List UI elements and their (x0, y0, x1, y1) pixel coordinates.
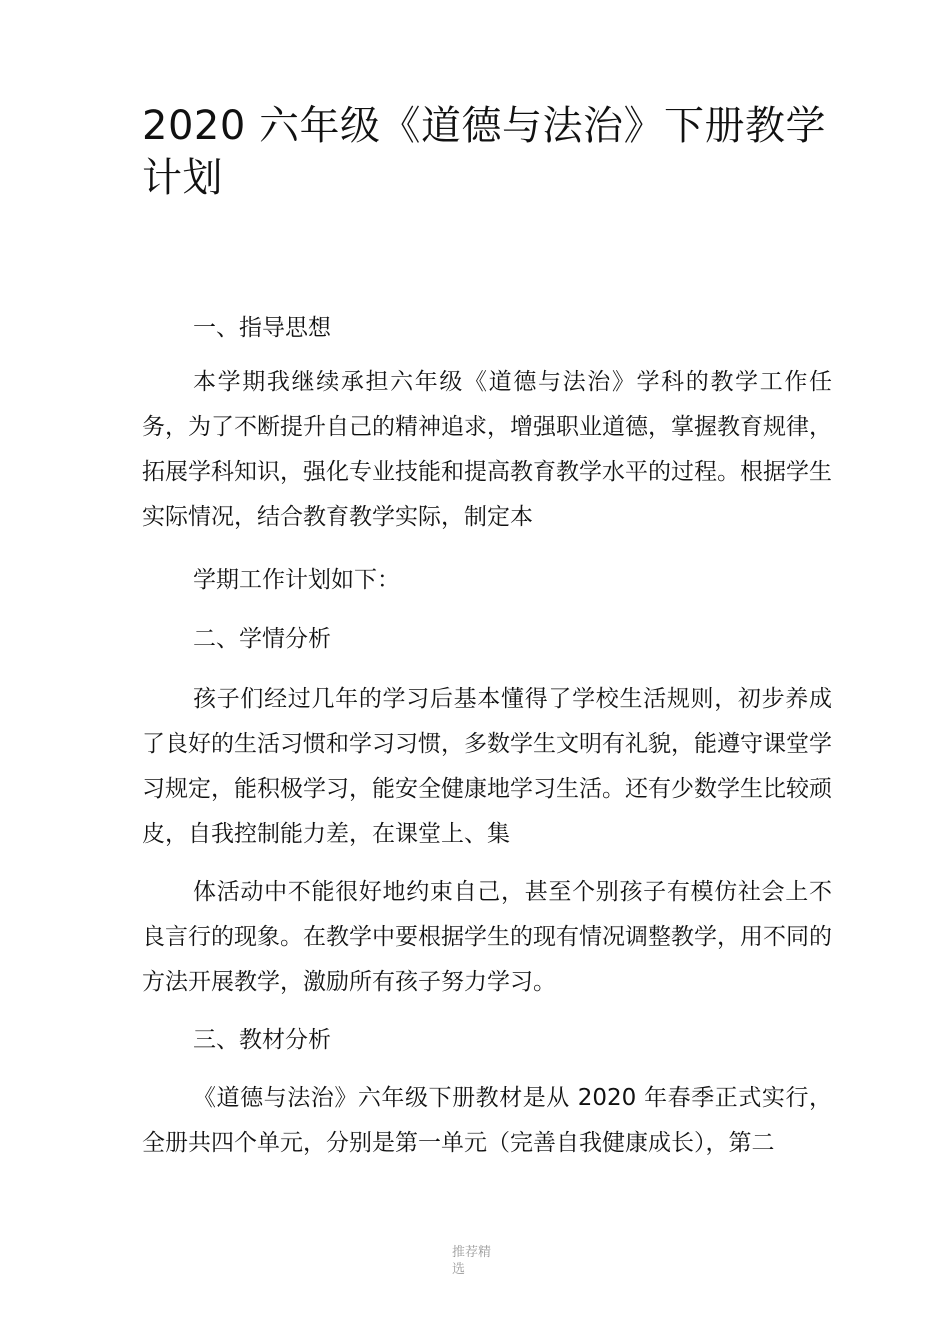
section-heading-student-analysis: 二、学情分析 (193, 626, 331, 652)
paragraph-textbook-analysis: 《道德与法治》六年级下册教材是从 2020 年春季正式实行，全册共四个单元，分别是第一单元（完善自我健康成长），第二 (142, 1085, 832, 1156)
document-title: 2020 六年级《道德与法治》下册教学计划 (142, 103, 827, 201)
section-heading-textbook-analysis: 三、教材分析 (193, 1027, 331, 1053)
paragraph-plan-intro: 学期工作计划如下： (193, 567, 400, 593)
paragraph-student-analysis-2: 体活动中不能很好地约束自己，甚至个别孩子有模仿社会上不良言行的现象。在教学中要根据学生的现有情况调整教学，用不同的方法开展教学，激励所有孩子努力学习。 (142, 879, 832, 995)
page-footer: 推荐精选 (452, 1245, 492, 1277)
section-heading-guiding-ideology: 一、指导思想 (193, 315, 331, 341)
paragraph-guiding-ideology: 本学期我继续承担六年级《道德与法治》学科的教学工作任务，为了不断提升自己的精神追求，增强职业道德，掌握教育规律，拓展学科知识，强化专业技能和提高教育教学水平的过程。根据学生实际情况，结合教育教学实际，制定本 (142, 369, 832, 530)
paragraph-student-analysis-1: 孩子们经过几年的学习后基本懂得了学校生活规则，初步养成了良好的生活习惯和学习习惯，多数学生文明有礼貌，能遵守课堂学习规定，能积极学习，能安全健康地学习生活。还有少数学生比较顽皮，自我控制能力差，在课堂上、集 (142, 686, 832, 847)
